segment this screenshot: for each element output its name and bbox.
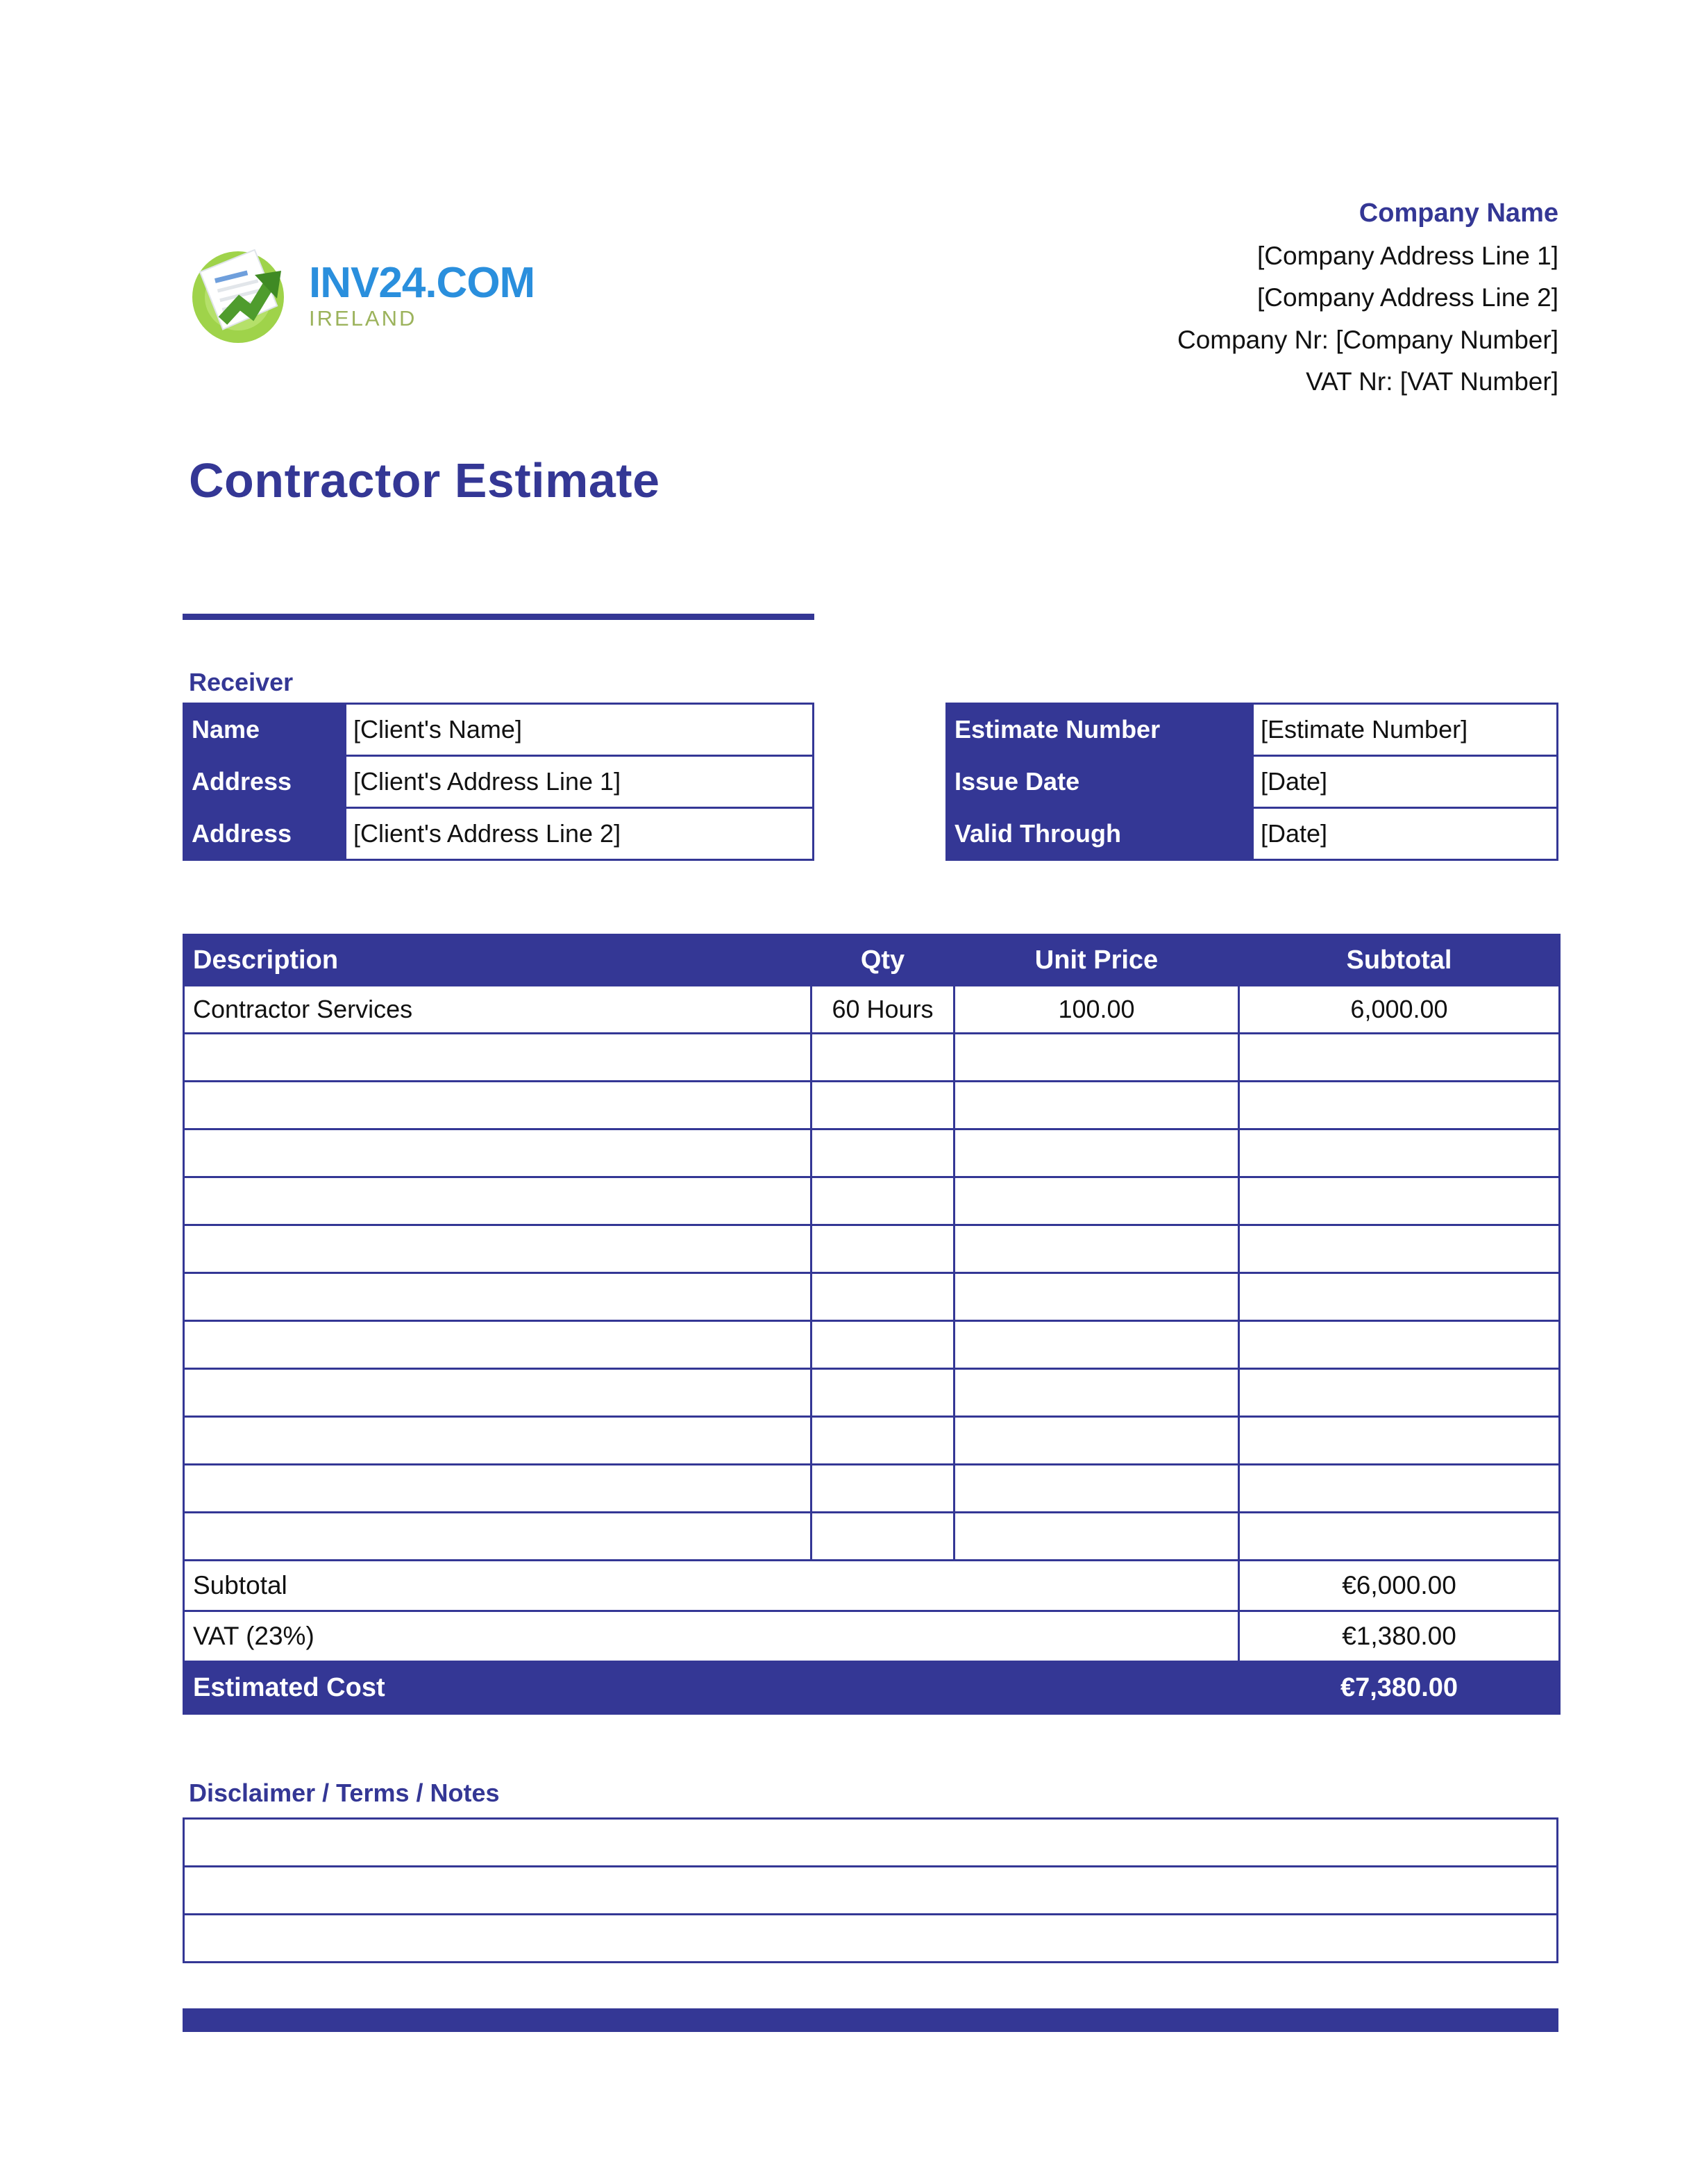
table-row	[184, 704, 814, 756]
notes-line[interactable]	[184, 1819, 1558, 1867]
company-address-line-2: [Company Address Line 2]	[1257, 283, 1558, 312]
page-title: Contractor Estimate	[189, 453, 660, 507]
cell-description[interactable]	[184, 1321, 812, 1369]
brand-logo	[183, 243, 535, 347]
cell-qty[interactable]	[812, 1177, 955, 1225]
cell-unit-price[interactable]: 100.00	[955, 986, 1239, 1034]
cell-unit-price[interactable]	[955, 1129, 1239, 1177]
footer-bar	[183, 2008, 1558, 2032]
cell-qty[interactable]	[812, 1129, 955, 1177]
company-details	[1177, 177, 1558, 403]
cell-description[interactable]	[184, 1513, 812, 1561]
cell-description[interactable]	[184, 1465, 812, 1513]
table-row	[184, 808, 814, 860]
estimated-cost-label: Estimated Cost	[184, 1662, 1239, 1714]
column-header-qty: Qty	[812, 935, 955, 986]
meta-label-estimate-number: Estimate Number	[947, 704, 1253, 756]
title-divider	[183, 614, 814, 620]
line-items-body	[184, 986, 1560, 1561]
table-header-row	[184, 935, 1560, 986]
cell-subtotal[interactable]: 6,000.00	[1239, 986, 1560, 1034]
estimated-cost-value: €7,380.00	[1239, 1662, 1560, 1714]
cell-qty[interactable]: 60 Hours	[812, 986, 955, 1034]
table-row	[947, 808, 1558, 860]
column-header-unit-price: Unit Price	[955, 935, 1239, 986]
cell-subtotal[interactable]	[1239, 1417, 1560, 1465]
cell-unit-price[interactable]	[955, 1417, 1239, 1465]
subtotal-label: Subtotal	[184, 1561, 1239, 1611]
cell-subtotal[interactable]	[1239, 1465, 1560, 1513]
column-header-subtotal: Subtotal	[1239, 935, 1560, 986]
cell-description[interactable]	[184, 1369, 812, 1417]
company-address-line-1: [Company Address Line 1]	[1257, 241, 1558, 270]
company-name: Company Name	[1359, 199, 1558, 228]
cell-qty[interactable]	[812, 1369, 955, 1417]
notes-line[interactable]	[184, 1915, 1558, 1963]
table-row	[184, 1273, 1560, 1321]
estimated-cost-row	[184, 1662, 1560, 1714]
cell-description[interactable]	[184, 1129, 812, 1177]
cell-qty[interactable]	[812, 1321, 955, 1369]
cell-qty[interactable]	[812, 1082, 955, 1129]
document-growth-arrow-icon	[183, 243, 305, 347]
company-number: Company Nr: [Company Number]	[1177, 325, 1558, 354]
table-row	[184, 986, 1560, 1034]
line-items-table	[183, 934, 1561, 1715]
notes-row	[184, 1915, 1558, 1963]
table-row	[184, 1417, 1560, 1465]
table-row	[947, 756, 1558, 808]
cell-qty[interactable]	[812, 1273, 955, 1321]
table-row	[184, 1177, 1560, 1225]
company-vat-number: VAT Nr: [VAT Number]	[1306, 367, 1558, 396]
cell-unit-price[interactable]	[955, 1177, 1239, 1225]
receiver-heading: Receiver	[189, 668, 294, 696]
cell-unit-price[interactable]	[955, 1369, 1239, 1417]
table-row	[184, 1082, 1560, 1129]
cell-unit-price[interactable]	[955, 1321, 1239, 1369]
cell-qty[interactable]	[812, 1417, 955, 1465]
receiver-label-name: Name	[184, 704, 346, 756]
cell-unit-price[interactable]	[955, 1082, 1239, 1129]
cell-description[interactable]	[184, 1082, 812, 1129]
notes-line[interactable]	[184, 1867, 1558, 1915]
cell-qty[interactable]	[812, 1225, 955, 1273]
cell-subtotal[interactable]	[1239, 1177, 1560, 1225]
table-row	[184, 1129, 1560, 1177]
meta-label-issue-date: Issue Date	[947, 756, 1253, 808]
receiver-label-address-2: Address	[184, 808, 346, 860]
cell-description[interactable]: Contractor Services	[184, 986, 812, 1034]
vat-row	[184, 1611, 1560, 1662]
cell-description[interactable]	[184, 1417, 812, 1465]
cell-unit-price[interactable]	[955, 1034, 1239, 1082]
receiver-value-address-2[interactable]: [Client's Address Line 2]	[346, 808, 814, 860]
cell-unit-price[interactable]	[955, 1465, 1239, 1513]
meta-value-estimate-number[interactable]: [Estimate Number]	[1253, 704, 1558, 756]
brand-region: IRELAND	[309, 305, 417, 330]
table-row	[184, 1321, 1560, 1369]
meta-value-issue-date[interactable]: [Date]	[1253, 756, 1558, 808]
receiver-value-name[interactable]: [Client's Name]	[346, 704, 814, 756]
notes-heading: Disclaimer / Terms / Notes	[189, 1779, 500, 1807]
cell-qty[interactable]	[812, 1513, 955, 1561]
cell-subtotal[interactable]	[1239, 1273, 1560, 1321]
document-header	[183, 177, 1558, 403]
cell-unit-price[interactable]	[955, 1225, 1239, 1273]
column-header-description: Description	[184, 935, 812, 986]
estimate-meta-table	[945, 703, 1558, 861]
brand-wordmark	[309, 258, 535, 330]
cell-unit-price[interactable]	[955, 1273, 1239, 1321]
cell-qty[interactable]	[812, 1034, 955, 1082]
notes-body	[184, 1819, 1558, 1963]
table-row	[184, 1034, 1560, 1082]
cell-description[interactable]	[184, 1177, 812, 1225]
vat-label: VAT (23%)	[184, 1611, 1239, 1662]
subtotal-value: €6,000.00	[1239, 1561, 1560, 1611]
cell-subtotal[interactable]	[1239, 1082, 1560, 1129]
cell-subtotal[interactable]	[1239, 1369, 1560, 1417]
meta-label-valid-through: Valid Through	[947, 808, 1253, 860]
subtotal-row	[184, 1561, 1560, 1611]
table-row	[184, 756, 814, 808]
vat-value: €1,380.00	[1239, 1611, 1560, 1662]
cell-subtotal[interactable]	[1239, 1225, 1560, 1273]
table-row	[184, 1225, 1560, 1273]
cell-subtotal[interactable]	[1239, 1513, 1560, 1561]
table-row	[947, 704, 1558, 756]
cell-description[interactable]	[184, 1225, 812, 1273]
table-row	[184, 1513, 1560, 1561]
cell-subtotal[interactable]	[1239, 1129, 1560, 1177]
table-row	[184, 1465, 1560, 1513]
notes-row	[184, 1867, 1558, 1915]
notes-row	[184, 1819, 1558, 1867]
cell-unit-price[interactable]	[955, 1513, 1239, 1561]
receiver-label-address-1: Address	[184, 756, 346, 808]
table-row	[184, 1369, 1560, 1417]
notes-table	[183, 1817, 1558, 1963]
receiver-value-address-1[interactable]: [Client's Address Line 1]	[346, 756, 814, 808]
receiver-table	[183, 703, 814, 861]
cell-description[interactable]	[184, 1034, 812, 1082]
cell-subtotal[interactable]	[1239, 1321, 1560, 1369]
cell-qty[interactable]	[812, 1465, 955, 1513]
cell-description[interactable]	[184, 1273, 812, 1321]
cell-subtotal[interactable]	[1239, 1034, 1560, 1082]
brand-name: INV24.COM	[309, 258, 535, 307]
meta-value-valid-through[interactable]: [Date]	[1253, 808, 1558, 860]
